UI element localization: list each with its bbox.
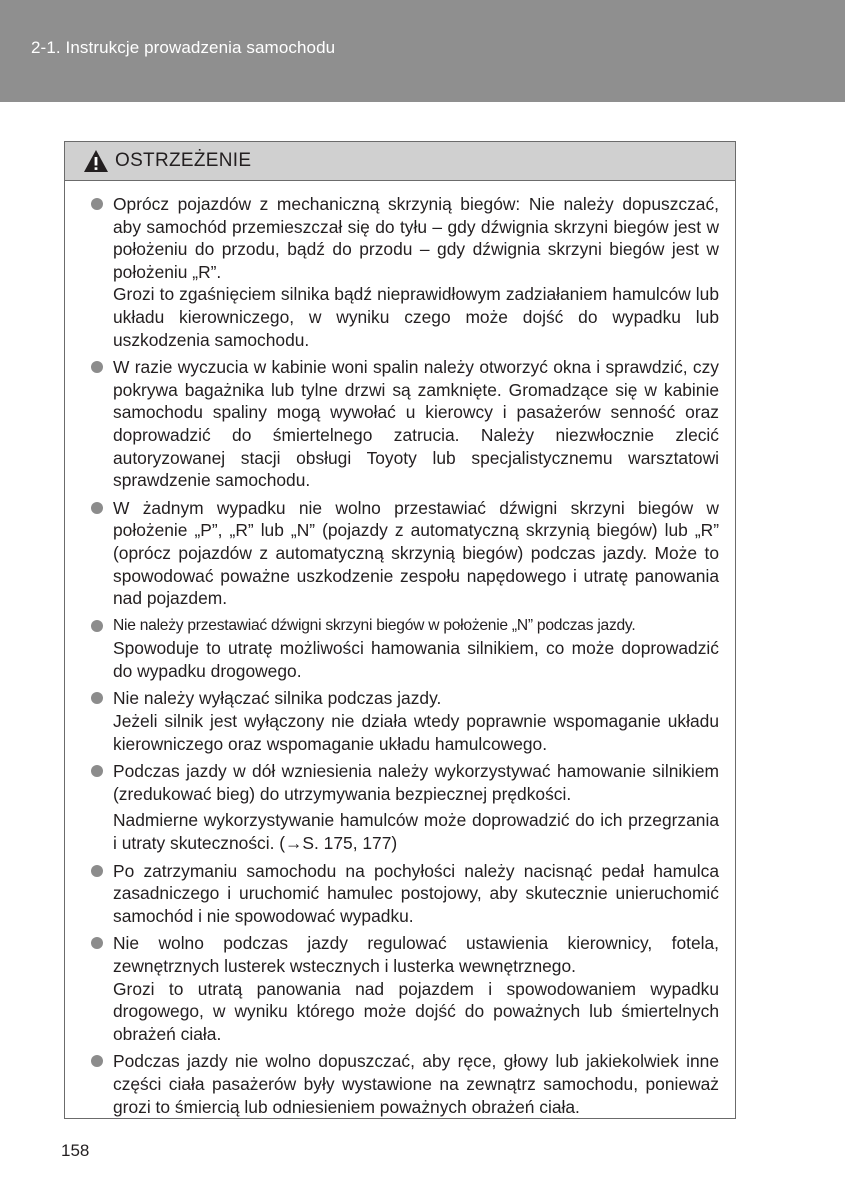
- warning-text: Oprócz pojazdów z mechaniczną skrzynią biegów: Nie należy dopuszczać, aby samochód przemieszczał się do tyłu – gdy dźwignia skrzyni biegów jest w położeniu do przodu, bądź do przodu – gdy dźwignia skrzyni biegów jest w położeniu „R”.: [113, 194, 719, 282]
- warning-triangle-icon: [83, 149, 109, 173]
- bullet-icon: [91, 865, 103, 877]
- bullet-icon: [91, 502, 103, 514]
- warning-text: Jeżeli silnik jest wyłączony nie działa wtedy poprawnie wspomaganie układu kierowniczego oraz wspomaganie układu hamulcowego.: [113, 711, 719, 754]
- warning-item: [91, 932, 719, 1045]
- warning-item: [91, 497, 719, 610]
- warning-text: Po zatrzymaniu samochodu na pochyłości należy nacisnąć pedał hamulca zasadniczego i uruchomić hamulec postojowy, aby skutecznie unieruchomić samochód i nie spowodować wypadku.: [113, 860, 719, 926]
- bullet-icon: [91, 198, 103, 210]
- warning-item: [91, 687, 719, 755]
- warning-text: W żadnym wypadku nie wolno przestawiać dźwigni skrzyni biegów w położenie „P”, „R” lub „N” (pojazdy z automatyczną skrzynią biegów) lub „R” (oprócz pojazdów z automatyczną skrzynią biegów) podczas jazdy. Może to spowodować poważne uszkodzenie zespołu napędowego i utratę panowania nad pojazdem.: [113, 497, 719, 609]
- warning-text: Nie wolno podczas jazdy regulować ustawienia kierownicy, fotela, zewnętrznych lusterek wstecznych i lusterka wewnętrznego.: [113, 933, 719, 976]
- warning-item: [91, 1050, 719, 1118]
- warning-text: Podczas jazdy w dół wzniesienia należy wykorzystywać hamowanie silnikiem (zredukować bieg) do utrzymywania bezpiecznej prędkości.: [113, 761, 719, 804]
- section-title: 2-1. Instrukcje prowadzenia samochodu: [31, 38, 336, 57]
- header-bar: [0, 0, 845, 102]
- bullet-icon: [91, 361, 103, 373]
- page-number: 158: [61, 1141, 90, 1160]
- warning-text: Nie należy wyłączać silnika podczas jazdy.: [113, 688, 442, 709]
- warning-text: Spowoduje to utratę możliwości hamowania silnikiem, co może doprowadzić do wypadku drogowego.: [113, 638, 719, 681]
- warning-box: [64, 141, 736, 1119]
- warning-text: Grozi to zgaśnięciem silnika bądź nieprawidłowym zadziałaniem hamulców lub układu kierowniczego, w wyniku czego może dojść do wypadku lub uszkodzenia samochodu.: [113, 284, 719, 350]
- bullet-icon: [91, 1055, 103, 1067]
- warning-text: W razie wyczucia w kabinie woni spalin należy otworzyć okna i sprawdzić, czy pokrywa bagażnika lub tylne drzwi są zamknięte. Gromadzące się w kabinie samochodu spaliny mogą wywołać u kierowcy i pasażerów senność oraz doprowadzić do śmiertelnego zatrucia. Należy niezwłocznie zlecić autoryzowanej stacji obsługi Toyoty lub specjalistycznemu warsztatowi sprawdzenie samochodu.: [113, 357, 719, 491]
- warning-item: [91, 193, 719, 351]
- bullet-icon: [91, 765, 103, 777]
- bullet-icon: [91, 692, 103, 704]
- warning-item: [91, 356, 719, 492]
- warning-text: Nie należy przestawiać dźwigni skrzyni biegów w położenie „N” podczas jazdy.: [113, 616, 636, 634]
- bullet-icon: [91, 937, 103, 949]
- warning-item: [91, 615, 719, 683]
- warning-list: [65, 181, 735, 1118]
- warning-item: [91, 860, 719, 928]
- bullet-icon: [91, 620, 103, 632]
- warning-item: [91, 760, 719, 854]
- warning-text: Nadmierne wykorzystywanie hamulców może doprowadzić do ich przegrzania i utraty skuteczności. (→S. 175, 177): [113, 810, 719, 854]
- warning-text: Grozi to utratą panowania nad pojazdem i spowodowaniem wypadku drogowego, w wyniku którego może dojść do poważnych lub śmiertelnych obrażeń ciała.: [113, 978, 719, 1044]
- warning-title: OSTRZEŻENIE: [115, 150, 252, 171]
- warning-text: Podczas jazdy nie wolno dopuszczać, aby ręce, głowy lub jakiekolwiek inne części ciała pasażerów były wystawione na zewnątrz samochodu, ponieważ grozi to śmiercią lub odniesieniem poważnych obrażeń ciała.: [113, 1051, 719, 1117]
- warning-header: [65, 142, 735, 181]
